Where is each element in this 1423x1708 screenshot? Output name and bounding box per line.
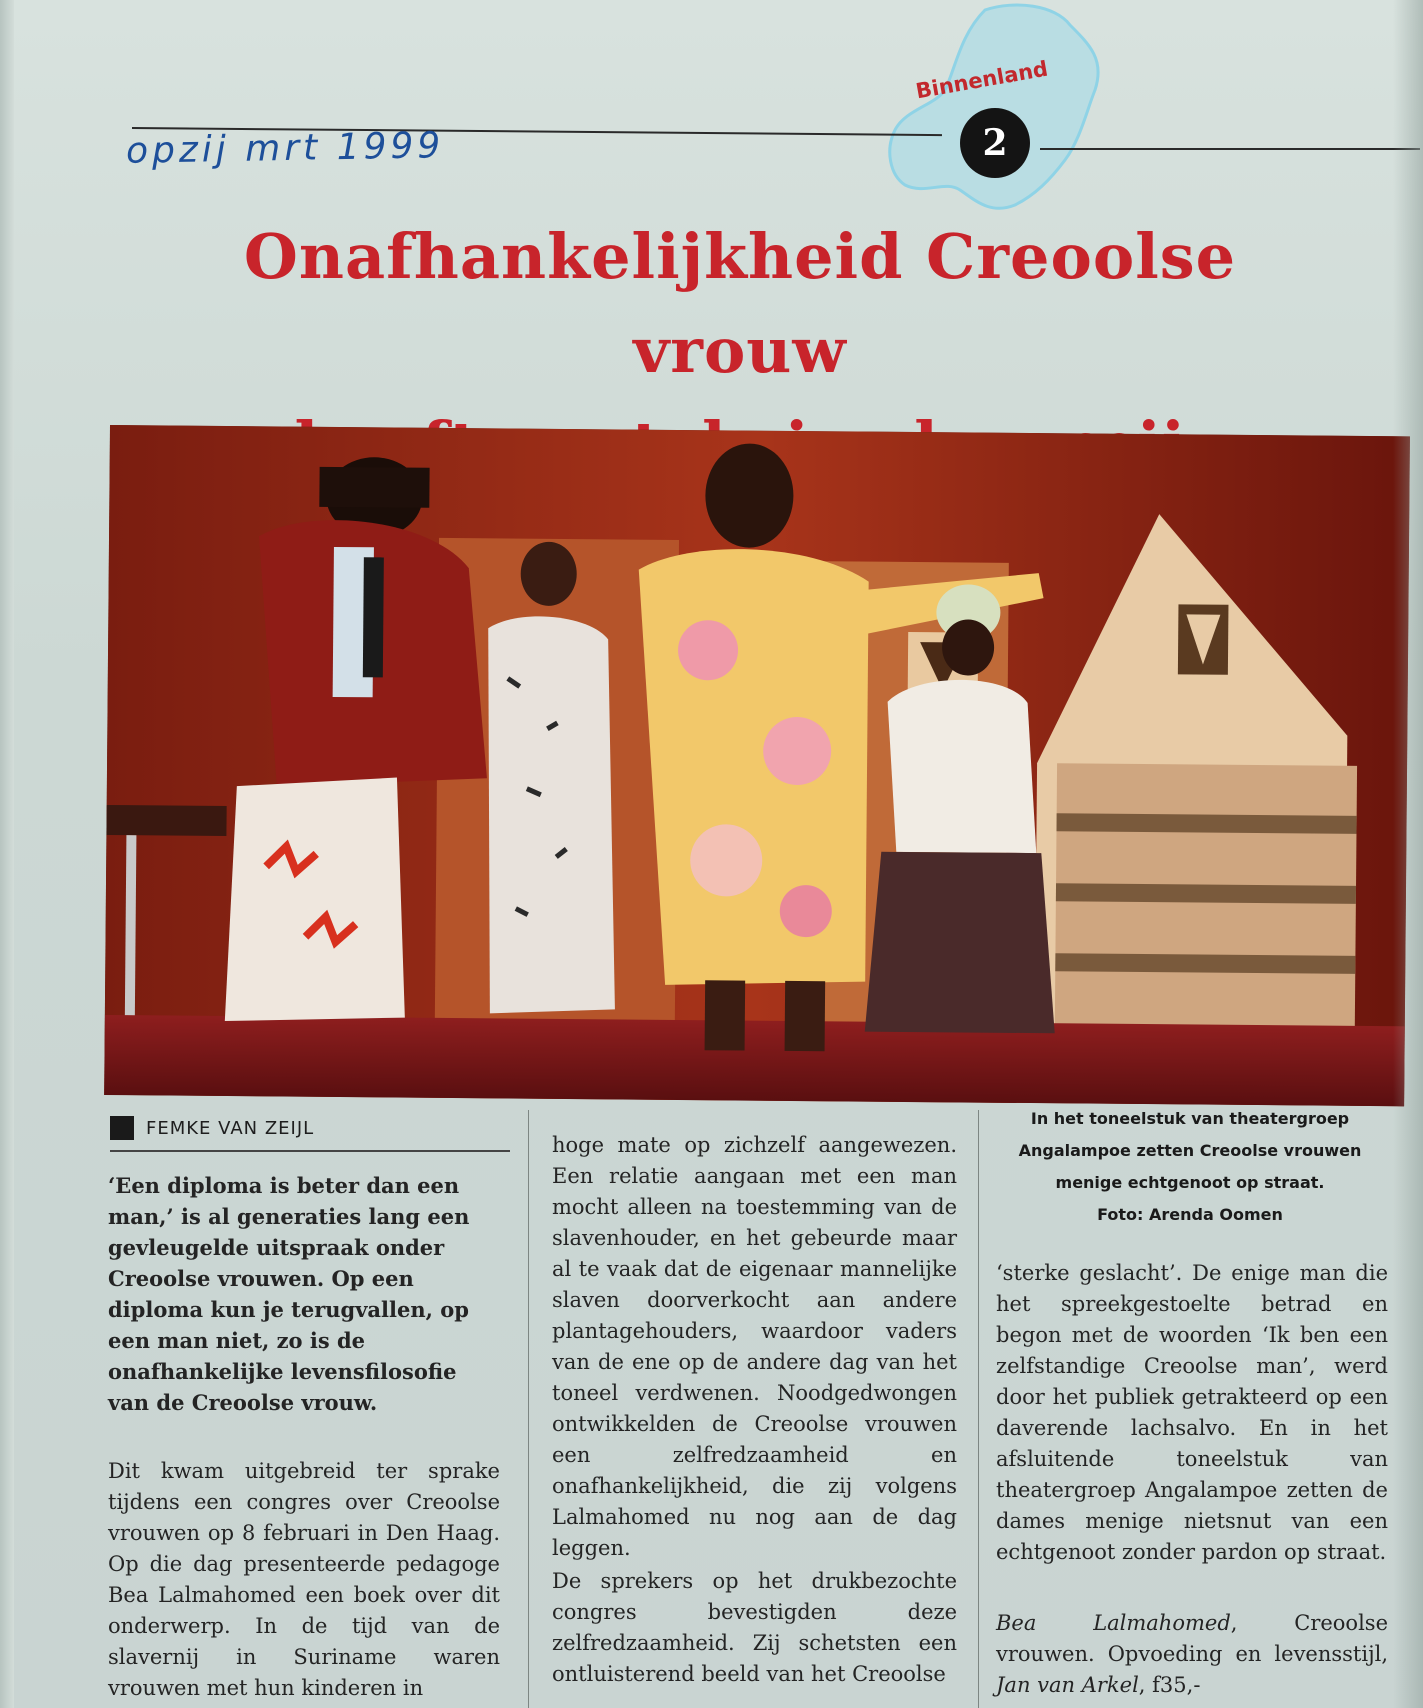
paper-fold: [0, 0, 14, 1708]
article-paragraph: hoge mate op zichzelf aangewezen. Een relatie aangaan met een man mocht alleen na toestemming van de slavenhouder, en het gebeurde maar al te vaak dat de eigenaar mannelijke slaven doorverkocht aan andere plantagehouders, waardoor vaders van de ene op de andere dag van het toneel verdwenen. Noodgedwongen ontwikkelden de Creoolse vrouwen een zelfredzaamheid en onafhankelijkheid, die zij volgens Lalmahomed nu nog aan de dag leggen.: [552, 1133, 957, 1560]
book-author: Bea Lalmahomed: [996, 1611, 1231, 1635]
byline-author: FEMKE VAN ZEIJL: [146, 1118, 315, 1139]
photo-caption: [1000, 1103, 1380, 1231]
section-label: Binnenland: [913, 56, 1050, 104]
book-title: , Creoolse vrouwen. Opvoeding en levensstijl,: [996, 1611, 1388, 1666]
article-paragraph: ‘sterke geslacht’. De enige man die het spreekgestoelte betrad en begon met de woorden ‘Ik ben een zelfstandige Creoolse man’, werd door het publiek getrakteerd op een daverende lachsalvo. En in het afsluitende toneelstuk van theatergroep Angalampoe zetten de dames menige nietsnut van een echtgenoot zonder pardon op straat.: [996, 1261, 1388, 1564]
article-paragraph: Dit kwam uitgebreid ter sprake tijdens een congres over Creoolse vrouwen op 8 februari in Den Haag. Op die dag presenteerde pedagoge Bea Lalmahomed een boek over dit onderwerp. In de tijd van de slavernij in Suriname waren vrouwen met hun kinderen in: [108, 1459, 500, 1700]
headline-line-1: Onafhankelijkheid Creoolse vrouw: [243, 220, 1237, 387]
photo-credit: Foto: Arenda Oomen: [1097, 1205, 1283, 1224]
article-column-1: [108, 1170, 500, 1704]
header-rule-right: [1040, 148, 1420, 150]
paper-edge-shadow: [1393, 0, 1423, 1708]
book-price: , f35,-: [1138, 1673, 1201, 1697]
photo-caption-text: In het toneelstuk van theatergroep Angalampoe zetten Creoolse vrouwen menige echtgenoot op straat.: [1018, 1109, 1362, 1192]
book-reference: [996, 1608, 1388, 1701]
page-number-badge: 2: [960, 108, 1030, 178]
handwritten-date-note: opzij mrt 1999: [125, 125, 445, 172]
article-column-2: [552, 1130, 957, 1690]
article-photo: [104, 425, 1410, 1106]
column-divider: [528, 1110, 529, 1708]
article-paragraph: De sprekers op het drukbezochte congres bevestigden deze zelfredzaamheid. Zij schetsten een ontluisterend beeld van het Creoolse: [552, 1569, 957, 1686]
article-lead: ‘Een diploma is beter dan een man,’ is al generaties lang een gevleugelde uitspraak onder Creoolse vrouwen. Op een diploma kun je terugvallen, op een man niet, zo is de onafhankelijke levensfilosofie van de Creoolse vrouw.: [108, 1173, 470, 1415]
stage-scene-image: [104, 425, 1410, 1106]
byline-marker: [110, 1116, 134, 1140]
column-divider: [978, 1110, 979, 1708]
article-column-3: [996, 1258, 1388, 1701]
book-publisher: Jan van Arkel: [996, 1673, 1139, 1697]
byline-bar: [110, 1110, 510, 1152]
